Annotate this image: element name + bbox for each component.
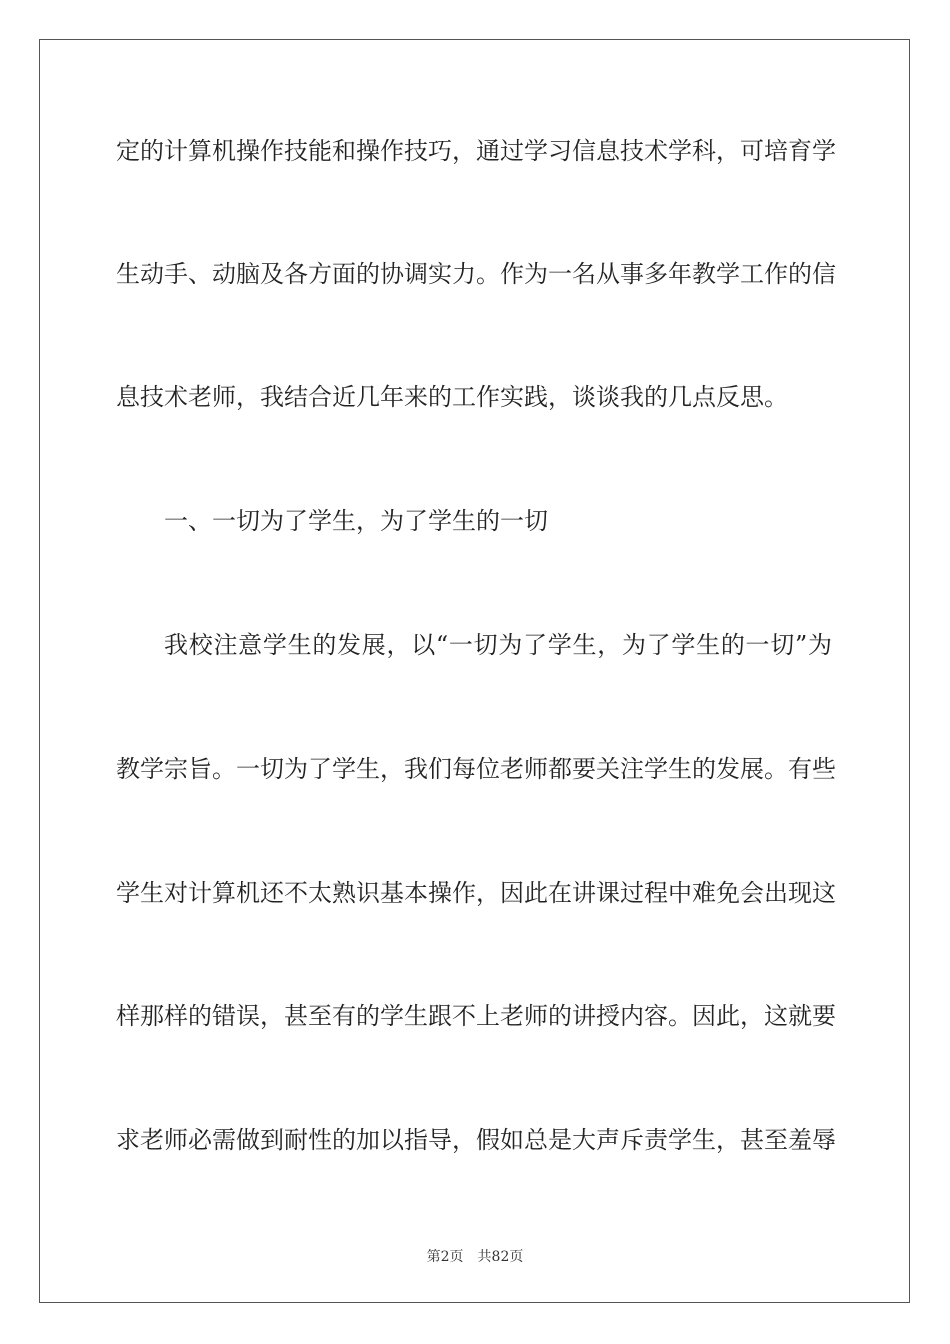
page-frame	[39, 39, 910, 1303]
body-text-line: 教学宗旨。一切为了学生，我们每位老师都要关注学生的发展。有些	[116, 755, 836, 783]
body-text-line: 求老师必需做到耐性的加以指导，假如总是大声斥责学生，甚至羞辱	[116, 1126, 836, 1154]
body-text-line: 生动手、动脑及各方面的协调实力。作为一名从事多年教学工作的信	[116, 260, 836, 288]
page-footer	[0, 1246, 950, 1266]
body-text-line: 息技术老师，我结合近几年来的工作实践，谈谈我的几点反思。	[116, 383, 788, 411]
body-text-line: 定的计算机操作技能和操作技巧，通过学习信息技术学科，可培育学	[116, 137, 836, 165]
body-text-line: 我校注意学生的发展，以“一切为了学生，为了学生的一切”为	[164, 631, 832, 659]
page-number: 第2页	[426, 1249, 464, 1265]
page-total: 共82页	[477, 1249, 524, 1265]
body-text-line: 学生对计算机还不太熟识基本操作，因此在讲课过程中难免会出现这	[116, 879, 836, 907]
body-text-line: 样那样的错误，甚至有的学生跟不上老师的讲授内容。因此，这就要	[116, 1002, 836, 1030]
section-heading: 一、一切为了学生，为了学生的一切	[164, 507, 548, 535]
